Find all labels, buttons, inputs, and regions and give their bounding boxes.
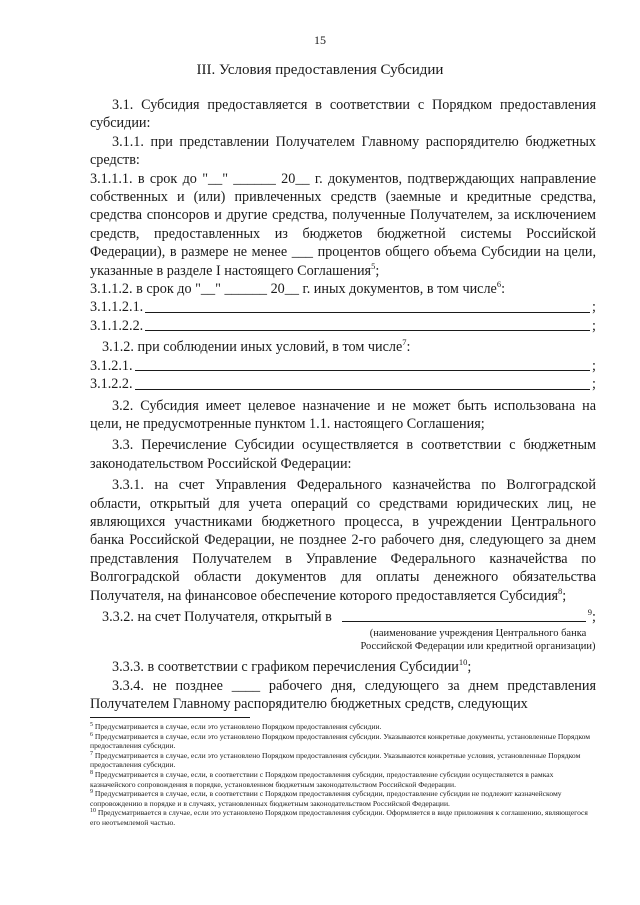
fill-in-line [135, 388, 590, 390]
footnote-text: Предусматривается в случае, если это установлено Порядком предоставления субсидии. Оформляется в виде приложения к соглашению, являющегося его неотъемлемой частью. [90, 808, 588, 827]
clause-3-1-1: 3.1.1. при представлении Получателем Главному распорядителю бюджетных средств: [90, 133, 596, 169]
clause-3-1-1-1 [90, 170, 596, 280]
clause-3-1: 3.1. Субсидия предоставляется в соответствии с Порядком предоставления субсидии: [90, 97, 596, 132]
footnotes [90, 722, 596, 828]
clause-3-1-1-2-text: 3.1.1.2. в срок до "__" ______ 20__ г. иных документов, в том числе [90, 281, 497, 298]
clause-3-1-2 [90, 338, 596, 356]
clause-3-3-3 [90, 658, 596, 676]
clause-3-3-2-text: 3.3.2. на счет Получателя, открытый в [102, 608, 332, 625]
footnote-number: 10 [90, 808, 96, 815]
blank-tail [588, 608, 596, 626]
footnote-text: Предусматривается в случае, если это установлено Порядком предоставления субсидии. Указываются конкретные условия, установленные Порядком предоставления субсидии. [90, 750, 581, 770]
clause-3-3-3-text: 3.3.3. в соответствии с графиком перечисления Субсидии [112, 659, 459, 676]
footnote [90, 770, 596, 789]
blank-label: 3.1.1.2.1. [90, 299, 144, 316]
footnote-text: Предусматривается в случае, если это установлено Порядком предоставления субсидии. [94, 722, 382, 731]
footnote-number: 5 [90, 722, 93, 728]
fill-in-line [342, 620, 586, 622]
clause-3-3-3-tail: ; [467, 659, 472, 676]
clause-3-3-2 [90, 608, 596, 626]
footnote [90, 808, 596, 827]
blank-tail: ; [592, 299, 596, 316]
blank-label: 3.1.2.2. [90, 376, 133, 393]
footnote-ref-5: 5 [371, 260, 376, 271]
blank-label: 3.1.2.1. [90, 357, 133, 374]
blank-line-3-1-1-2-1 [90, 298, 596, 316]
footnote [90, 751, 596, 770]
blank-line-3-1-2-1 [90, 357, 596, 375]
clause-3-2: 3.2. Субсидия имеет целевое назначение и не может быть использована на цели, не предусмотренные пунктом 1.1. настоящего Соглашения; [90, 397, 596, 432]
fill-in-line [135, 369, 590, 371]
footnote [90, 722, 596, 732]
clause-3-3-1-text: 3.3.1. на счет Управления Федерального казначейства по Волгоградской области, открытый для учета операций со средствами юридических лиц, не являющихся участниками бюджетного процесса, в учреждении Центрального банка Российской Федерации, не позднее 2-го рабочего дня, следующего за днем представления Получателем в Управление Федерального казначейства по Волгоградской области документов для оплаты денежного обязательства Получателя, на финансовое обеспечение которого предоставляется Субсидия [90, 477, 596, 604]
clause-3-3-2-tail: ; [592, 608, 596, 625]
footnote-text: Предусматривается в случае, если, в соответствии с Порядком предоставления субсидии, предоставление субсидии не подлежит казначейскому сопровождению в порядке и в случаях, установленных бюджетным законодательством Российской Федерации. [90, 789, 562, 808]
fill-in-line [145, 311, 590, 313]
bank-name-caption: (наименование учреждения Центрального банка Российской Федерации или кредитной организации) [360, 628, 596, 652]
blank-line-3-1-2-2 [90, 375, 596, 393]
clause-3-3-1-tail: ; [562, 587, 567, 604]
footnote-text: Предусматривается в случае, если это установлено Порядком предоставления субсидии. Указываются конкретные документы, установленные Порядком предоставления субсидии. [90, 731, 591, 751]
blank-tail: ; [592, 357, 596, 374]
footnote-ref-8: 8 [558, 585, 563, 596]
footnote-number: 7 [90, 750, 93, 757]
footnote-text: Предусматривается в случае, если, в соответствии с Порядком предоставления субсидии, предоставление субсидии осуществляется в рамках казначейского сопровождения в порядке, установленном бюджетным законодательством Российской Федерации. [90, 769, 554, 789]
document-body [90, 96, 596, 714]
blank-tail: ; [592, 317, 596, 334]
page-number: 15 [314, 33, 326, 47]
footnote-number: 8 [90, 769, 93, 776]
blank-tail: ; [592, 376, 596, 393]
blank-line-3-1-1-2-2 [90, 317, 596, 335]
clause-3-1-1-1-tail: ; [375, 262, 380, 279]
fill-in-line [145, 329, 590, 331]
footnote-number: 9 [90, 789, 93, 796]
clause-3-3-4: 3.3.4. не позднее ____ рабочего дня, следующего за днем представления Получателем Главному распорядителю бюджетных средств, следующих [90, 677, 596, 713]
footnote-ref-10: 10 [458, 657, 468, 668]
clause-3-3: 3.3. Перечисление Субсидии осуществляется в соответствии с бюджетным законодательством Российской Федерации: [90, 437, 596, 472]
clause-3-1-2-tail: : [406, 339, 411, 356]
clause-3-1-1-2 [90, 280, 596, 298]
clause-3-3-1 [90, 476, 596, 605]
footnote [90, 789, 596, 808]
footnote-number: 6 [90, 731, 93, 738]
clause-3-1-1-2-tail: : [501, 281, 506, 298]
footnote-separator [90, 717, 250, 718]
footnote-ref-9: 9 [587, 606, 593, 617]
footnote-ref-7: 7 [402, 337, 407, 348]
section-title: III. Условия предоставления Субсидии [196, 62, 444, 78]
clause-3-1-2-text: 3.1.2. при соблюдении иных условий, в том числе [102, 339, 403, 356]
footnote [90, 732, 596, 751]
footnote-ref-6: 6 [496, 279, 502, 290]
blank-label: 3.1.1.2.2. [90, 317, 144, 334]
clause-3-1-1-1-text: 3.1.1.1. в срок до "__" ______ 20__ г. документов, подтверждающих направление собственных и (или) привлеченных средств (заемные и кредитные средства, средства спонсоров и другие средства, полученные Получателем, за исключением средств, предоставленных из бюджетов бюджетной системы Российской Федерации), в размере не менее ___ процентов общего объема Субсидии на цели, указанные в разделе I настоящего Соглашения [90, 170, 596, 279]
